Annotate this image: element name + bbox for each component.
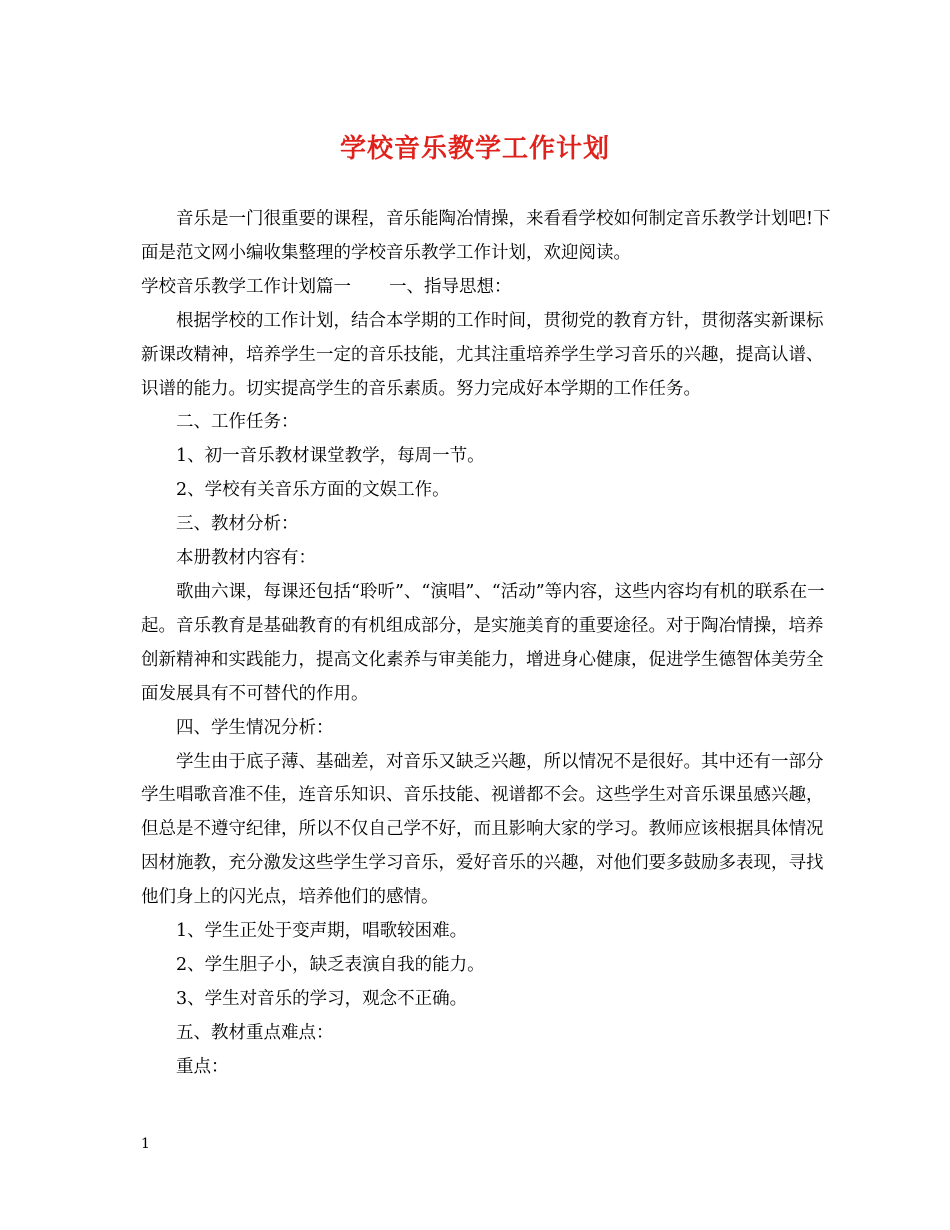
section5-heading: 五、教材重点难点： [176, 1022, 334, 1043]
task-item-2: 2、学校有关音乐方面的文娱工作。 [176, 480, 450, 501]
task-item-1: 1、初一音乐教材课堂教学，每周一节。 [176, 446, 485, 467]
part-heading-line [141, 271, 831, 305]
issue-item-3: 3、学生对音乐的学习，观念不正确。 [176, 988, 468, 1009]
page-number: 1 [141, 1136, 150, 1152]
section1-heading: 一、指导思想： [389, 276, 512, 297]
materials-paragraph: 歌曲六课，每课还包括“聆听”、“演唱”、“活动”等内容，这些内容均有机的联系在一起。音乐教育是基础教育的有机组成部分，是实施美育的重要途径。对于陶冶情操，培养创新精神和实践能力，提高文化素养与审美能力，增进身心健康，促进学生德智体美劳全面发展具有不可替代的作用。 [141, 581, 825, 704]
document-title: 学校音乐教学工作计划 [339, 134, 610, 164]
section2-heading: 二、工作任务： [176, 412, 299, 433]
section3-heading: 三、教材分析： [176, 514, 299, 535]
materials-intro: 本册教材内容有： [176, 548, 316, 569]
issue-item-2: 2、学生胆子小，缺乏表演自我的能力。 [176, 954, 485, 975]
document-body [141, 203, 831, 1085]
students-paragraph: 学生由于底子薄、基础差，对音乐又缺乏兴趣，所以情况不是很好。其中还有一部分学生唱歌音准不佳，连音乐知识、音乐技能、视谱都不会。这些学生对音乐课虽感兴趣，但总是不遵守纪律，所以不仅自己学不好，而且影响大家的学习。教师应该根据具体情况因材施教，充分激发这些学生学习音乐，爱好音乐的兴趣，对他们要多鼓励多表现，寻找他们身上的闪光点，培养他们的感情。 [141, 751, 824, 908]
issue-item-1: 1、学生正处于变声期，唱歌较困难。 [176, 921, 468, 942]
section4-heading: 四、学生情况分析： [176, 717, 334, 738]
part-heading: 学校音乐教学工作计划篇一 [141, 276, 351, 297]
section1-paragraph: 根据学校的工作计划，结合本学期的工作时间，贯彻党的教育方针，贯彻落实新课标新课改精神，培养学生一定的音乐技能，尤其注重培养学生学习音乐的兴趣，提高认谱、识谱的能力。切实提高学生的音乐素质。努力完成好本学期的工作任务。 [141, 310, 824, 399]
key-points-label: 重点： [176, 1056, 229, 1077]
intro-paragraph: 音乐是一门很重要的课程，音乐能陶冶情操，来看看学校如何制定音乐教学计划吧!下面是范文网小编收集整理的学校音乐教学工作计划，欢迎阅读。 [141, 209, 831, 263]
